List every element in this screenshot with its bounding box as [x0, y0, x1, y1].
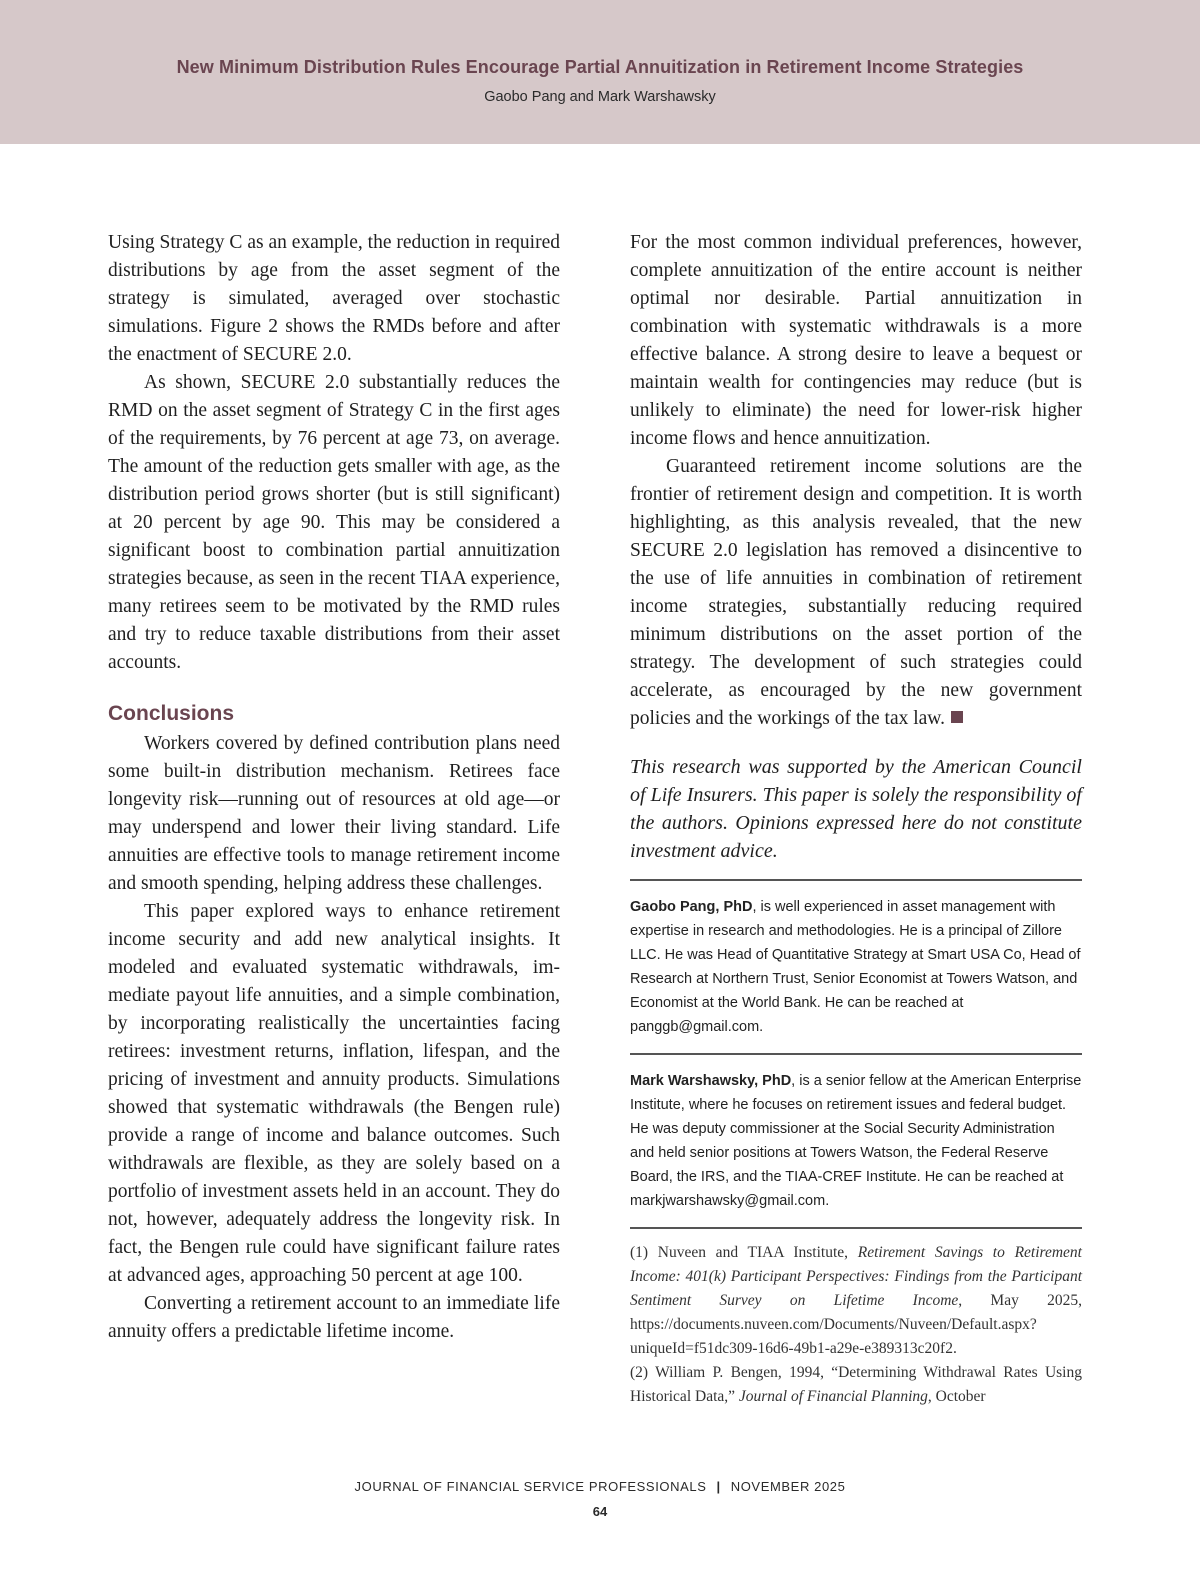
paragraph: [630, 453, 1082, 733]
paragraph: For the most common individual preferences, however, complete annuitization of the entire account is neither optimal nor desirable. Partial annuitization in combination with systematic withdrawals is a more effective balance. A strong desire to leave a bequest or maintain wealth for contingencies may reduce (but is unlikely to eliminate) the need for lower-risk higher income flows and hence annuitization.: [630, 232, 1082, 449]
journal-name: JOURNAL OF FINANCIAL SERVICE PROFESSIONALS: [354, 1479, 707, 1494]
author-name: Gaobo Pang, PhD: [630, 899, 753, 915]
divider: [630, 1227, 1082, 1229]
paragraph: Using Strategy C as an example, the reduction in required distributions by age from the asset segment of the strategy is simulated, averaged over stochastic simulations. Figure 2 shows the RMDs before and after the enactment of SECURE 2.0.: [108, 232, 560, 365]
section-heading-conclusions: Conclusions: [108, 702, 235, 725]
right-column: [630, 229, 1082, 1409]
author-name: Mark Warshawsky, PhD: [630, 1073, 792, 1089]
divider: [630, 1053, 1082, 1055]
paragraph: As shown, SECURE 2.0 substantially reduces the RMD on the asset segment of Strategy C in the first ages of the requirements, by 76 percent at age 73, on average. The amount of the reduction gets smaller with age, as the distribution period grows shorter (but is still significant) at 20 percent by age 90. This may be considered a significant boost to combination partial annuitization strategies because, as seen in the recent TIAA experience, many retirees seem to be motivated by the RMD rules and try to reduce taxable distributions from their asset accounts.: [108, 372, 560, 673]
running-header: [0, 0, 1200, 144]
left-column: [108, 229, 560, 1346]
running-footer: [0, 1479, 1200, 1494]
author-bio-text: , is a senior fellow at the American Enterprise Institute, where he focuses on retirement issues and federal budget. He was deputy commissioner at the Social Security Administration and held senior positions at Towers Watson, the Federal Reserve Board, the IRS, and the TIAA-CREF Institute. He can be reached at markjwarshawsky@gmail.com.: [630, 1073, 1082, 1209]
paragraph-text: Guaranteed retirement income solutions are the frontier of retirement design and competition. It is worth highlighting, as this analysis revealed, that the new SECURE 2.0 legislation has removed a disincentive to the use of life annuities in combination of retirement income strategies, substantially reducing required minimum distributions on the asset portion of the strategy. The development of such strategies could accelerate, as encouraged by the new government policies and the workings of the tax law.: [630, 456, 1082, 729]
paragraph: Converting a retirement account to an immediate life annuity offers a predictable lifetime income.: [108, 1293, 560, 1342]
paragraph: This paper explored ways to enhance retirement income security and add new analytical insights. It modeled and evaluated systematic withdrawals, immediate payout life annuities, and a simple combination, by incorporating realistically the uncertainties facing retirees: investment returns, inflation, lifespan, and the pricing of investment and annuity products. Simulations showed that systematic withdrawals (the Bengen rule) provide a range of income and balance outcomes. Such withdrawals are flexible, as they are solely based on a portfolio of investment assets held in an account. They do not, however, adequately address the longevity risk. In fact, the Bengen rule could have significant failure rates at advanced ages, approaching 50 percent at age 100.: [108, 901, 560, 1286]
divider: [630, 879, 1082, 881]
article-title: New Minimum Distribution Rules Encourage Partial Annuitization in Retirement Income Strategies: [176, 57, 1024, 77]
reference-2: (2) William P. Bengen, 1994, “Determining Withdrawal Rates Using Historical Data,” Journal of Financial Planning, October: [630, 1364, 1082, 1405]
references: [630, 1241, 1082, 1409]
author-bio-pang: [630, 895, 1082, 1039]
page-number: 64: [592, 1504, 608, 1519]
issue-date: NOVEMBER 2025: [730, 1479, 846, 1494]
paragraph: Workers covered by defined contribution plans need some built-in distribution mechanism. Retirees face longevity risk—running out of resources at old age—or may underspend and lower their living standard. Life annuities are effective tools to manage retirement income and smooth spending, helping address these challenges.: [108, 733, 560, 894]
footer-separator: |: [716, 1479, 721, 1494]
end-of-article-mark-icon: [951, 711, 963, 723]
author-bio-warshawsky: [630, 1069, 1082, 1213]
reference-1: (1) Nuveen and TIAA Institute, Retirement Savings to Retirement Income: 401(k) Participant Perspectives: Findings from the Participant Sentiment Survey on Lifetime Income, May 2025, https://documents.nuveen.com/Documents/Nuveen/Default.aspx?uniqueId=f51dc309-16d6-49b1-a29e-e389313c20f2.: [630, 1244, 1082, 1357]
acknowledgment: This research was supported by the American Council of Life Insurers. This paper is solely the responsibility of the authors. Opinions expressed here do not constitute investment advice.: [630, 756, 1082, 862]
author-bio-text: , is well experienced in asset management with expertise in research and methodologies. He is a principal of Zillore LLC. He was Head of Quantitative Strategy at Smart USA Co, Head of Research at Northern Trust, Senior Economist at Towers Watson, and Economist at the World Bank. He can be reached at panggb@gmail.com.: [630, 899, 1081, 1035]
article-authors: Gaobo Pang and Mark Warshawsky: [484, 89, 716, 105]
